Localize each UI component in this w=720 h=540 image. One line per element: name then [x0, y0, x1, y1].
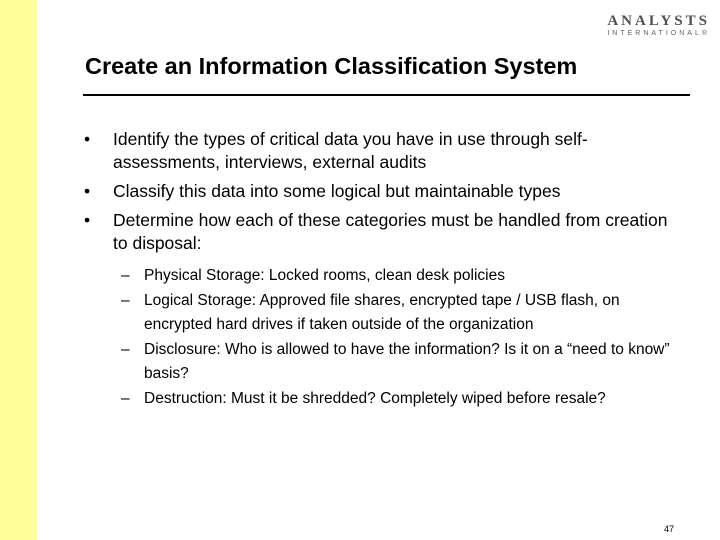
sub-bullet-item	[121, 387, 684, 411]
slide-title: Create an Information Classification System	[85, 53, 578, 79]
sub-bullet-list	[121, 264, 684, 411]
bullet-item	[84, 128, 684, 174]
bullet-marker: •	[84, 181, 91, 201]
sub-bullet-item	[121, 264, 684, 288]
sub-bullet-text: Physical Storage: Locked rooms, clean desk policies	[144, 267, 505, 284]
sub-bullet-text: Destruction: Must it be shredded? Completely wiped before resale?	[144, 390, 606, 407]
bullet-item	[84, 180, 684, 203]
slide-body	[84, 128, 684, 412]
bullet-text: Classify this data into some logical but maintainable types	[113, 181, 561, 201]
sub-bullet-marker: –	[121, 292, 130, 309]
bullet-text: Identify the types of critical data you have in use through self-assessments, interviews, external audits	[113, 129, 588, 172]
left-accent-band	[0, 0, 37, 540]
sub-bullet-item	[121, 338, 684, 386]
logo-subtitle: INTERNATIONAL®	[607, 30, 710, 37]
sub-bullet-text: Disclosure: Who is allowed to have the information? Is it on a “need to know” basis?	[144, 341, 670, 382]
bullet-text: Determine how each of these categories must be handled from creation to disposal:	[113, 210, 668, 253]
sub-bullet-text: Logical Storage: Approved file shares, encrypted tape / USB flash, on encrypted hard drives if taken outside of the organization	[144, 292, 620, 333]
company-logo	[560, 14, 710, 37]
bullet-item	[84, 209, 684, 255]
sub-bullet-marker: –	[121, 341, 130, 358]
sub-bullet-marker: –	[121, 267, 130, 284]
title-underline	[83, 94, 690, 96]
bullet-marker: •	[84, 210, 91, 230]
bullet-marker: •	[84, 129, 91, 149]
page-number: 47	[664, 524, 675, 534]
sub-bullet-item	[121, 289, 684, 337]
logo-wordmark: ANALYSTS	[607, 13, 710, 29]
sub-bullet-marker: –	[121, 390, 130, 407]
